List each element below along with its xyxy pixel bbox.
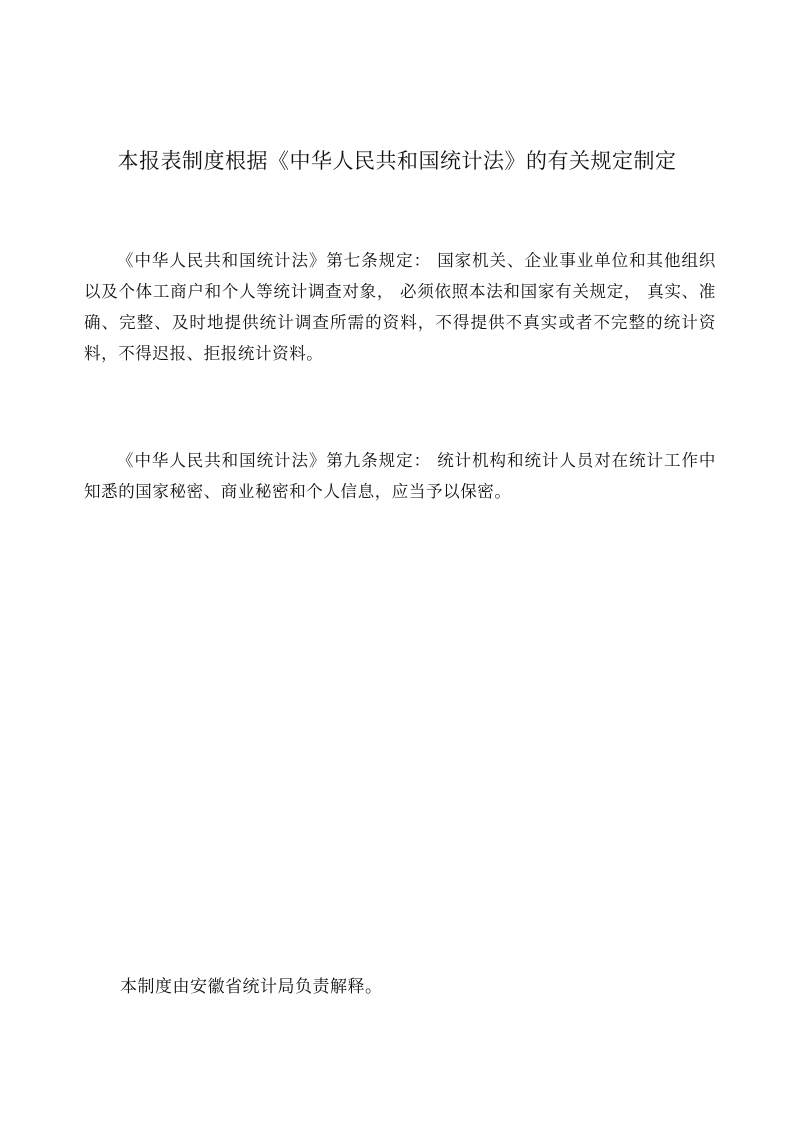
document-title: 本报表制度根据《中华人民共和国统计法》的有关规定制定 [117, 149, 677, 173]
statistics-law-article-9: 《中华人民共和国统计法》第九条规定： 统计机构和统计人员对在统计工作中知悉的国家秘密、商业秘密和个人信息，应当予以保密。 [84, 450, 716, 501]
interpretation-note: 本制度由安徽省统计局负责解释。 [120, 977, 383, 997]
statistics-law-article-7: 《中华人民共和国统计法》第七条规定： 国家机关、企业事业单位和其他组织以及个体工商户和个人等统计调查对象， 必须依照本法和国家有关规定， 真实、准确、完整、及时地提供统计调查所需的资料，不得提供不真实或者不完整的统计资料，不得迟报、拒报统计资料。 [84, 250, 716, 363]
